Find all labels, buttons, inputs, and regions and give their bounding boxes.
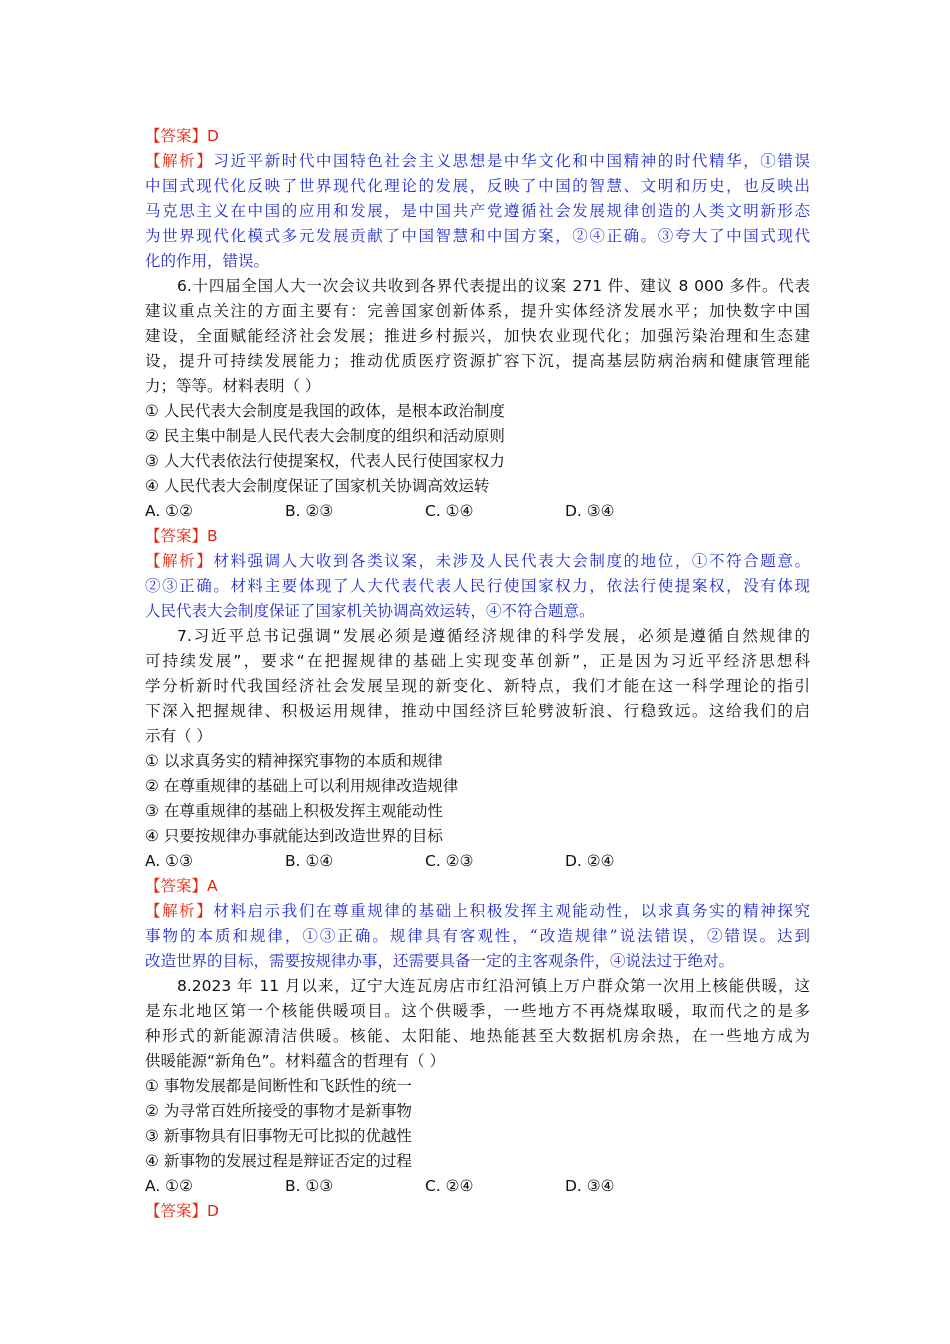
q6-stem-line: 力；等等。材料表明（ ） — [145, 377, 321, 395]
q7-stem-line: 下深入把握规律、积极运用规律，推动中国经济巨轮劈波斩浪、行稳致远。这给我们的启 — [145, 702, 810, 720]
q6-stem-line: 建设，全面赋能经济社会发展；推进乡村振兴，加快农业现代化；加强污染治理和生态建 — [145, 327, 810, 345]
q8-option: ③ 新事物具有旧事物无可比拟的优越性 — [145, 1127, 412, 1145]
q5-answer: 【答案】D — [145, 127, 219, 145]
q8-stem-line: 是东北地区第一个核能供暖项目。这个供暖季，一些地方不再烧煤取暖，取而代之的是多 — [145, 1002, 810, 1020]
q8-option: ① 事物发展都是间断性和飞跃性的统一 — [145, 1077, 412, 1095]
q8-stem-line: 供暖能源“新角色”。材料蕴含的哲理有（ ） — [145, 1052, 445, 1070]
q8-choice-a: A. ①② — [145, 1177, 193, 1195]
q5-analysis-line: 【解析】习近平新时代中国特色社会主义思想是中华文化和中国精神的时代精华，①错误 — [145, 152, 810, 170]
q5-analysis-line: 为世界现代化模式多元发展贡献了中国智慧和中国方案，②④正确。③夸大了中国式现代 — [145, 227, 810, 245]
q7-choice-d: D. ②④ — [565, 852, 615, 870]
q6-option: ③ 人大代表依法行使提案权，代表人民行使国家权力 — [145, 452, 505, 470]
q7-stem-line: 示有（ ） — [145, 727, 212, 745]
q6-stem-line: 6.十四届全国人大一次会议共收到各界代表提出的议案 271 件、建议 8 000 多件。代表 — [177, 277, 810, 295]
q8-answer: 【答案】D — [145, 1202, 219, 1220]
q6-analysis-line: ②③正确。材料主要体现了人大代表代表人民行使国家权力，依法行使提案权，没有体现 — [145, 577, 810, 595]
q7-answer: 【答案】A — [145, 877, 218, 895]
q6-answer: 【答案】B — [145, 527, 218, 545]
q8-stem-line: 种形式的新能源清洁供暖。核能、太阳能、地热能甚至大数据机房余热，在一些地方成为 — [145, 1027, 810, 1045]
q7-choice-a: A. ①③ — [145, 852, 193, 870]
q6-choice-d: D. ③④ — [565, 502, 615, 520]
q5-analysis-line: 马克思主义在中国的应用和发展，是中国共产党遵循社会发展规律创造的人类文明新形态 — [145, 202, 810, 220]
q7-stem-line: 学分析新时代我国经济社会发展呈现的新变化、新特点，我们才能在这一科学理论的指引 — [145, 677, 810, 695]
q5-analysis-line: 中国式现代化反映了世界现代化理论的发展，反映了中国的智慧、文明和历史，也反映出 — [145, 177, 810, 195]
q8-choice-d: D. ③④ — [565, 1177, 615, 1195]
q6-choice-a: A. ①② — [145, 502, 193, 520]
q6-choices — [145, 499, 810, 524]
q8-choice-c: C. ②④ — [425, 1177, 474, 1195]
q7-choices — [145, 849, 810, 874]
q8-choices — [145, 1174, 810, 1199]
q8-option: ② 为寻常百姓所接受的事物才是新事物 — [145, 1102, 412, 1120]
q7-analysis-line: 事物的本质和规律，①③正确。规律具有客观性，“改造规律”说法错误，②错误。达到 — [145, 927, 810, 945]
q7-option: ① 以求真务实的精神探究事物的本质和规律 — [145, 752, 443, 770]
q7-choice-c: C. ②③ — [425, 852, 474, 870]
q7-choice-b: B. ①④ — [285, 852, 334, 870]
q5-analysis-line: 化的作用，错误。 — [145, 252, 270, 270]
q7-analysis-line: 【解析】材料启示我们在尊重规律的基础上积极发挥主观能动性，以求真务实的精神探究 — [145, 902, 810, 920]
q6-choice-c: C. ①④ — [425, 502, 474, 520]
q6-stem-line: 建议重点关注的方面主要有：完善国家创新体系，提升实体经济发展水平；加快数字中国 — [145, 302, 810, 320]
q7-stem-line: 7.习近平总书记强调“发展必须是遵循经济规律的科学发展，必须是遵循自然规律的 — [177, 627, 810, 645]
q6-analysis-line: 人民代表大会制度保证了国家机关协调高效运转，④不符合题意。 — [145, 602, 595, 620]
q6-option: ④ 人民代表大会制度保证了国家机关协调高效运转 — [145, 477, 490, 495]
q7-option: ③ 在尊重规律的基础上积极发挥主观能动性 — [145, 802, 443, 820]
q8-stem-line: 8.2023 年 11 月以来，辽宁大连瓦房店市红沿河镇上万户群众第一次用上核能供暖，这 — [177, 977, 810, 995]
q7-option: ② 在尊重规律的基础上可以利用规律改造规律 — [145, 777, 459, 795]
q7-option: ④ 只要按规律办事就能达到改造世界的目标 — [145, 827, 443, 845]
q6-option: ② 民主集中制是人民代表大会制度的组织和活动原则 — [145, 427, 505, 445]
q6-choice-b: B. ②③ — [285, 502, 334, 520]
q6-option: ① 人民代表大会制度是我国的政体，是根本政治制度 — [145, 402, 505, 420]
document-page — [145, 124, 810, 1224]
q7-analysis-line: 改造世界的目标，需要按规律办事，还需要具备一定的主客观条件，④说法过于绝对。 — [145, 952, 735, 970]
q7-stem-line: 可持续发展”，要求“在把握规律的基础上实现变革创新”，正是因为习近平经济思想科 — [145, 652, 810, 670]
q8-choice-b: B. ①③ — [285, 1177, 334, 1195]
q6-stem-line: 设，提升可持续发展能力；推动优质医疗资源扩容下沉，提高基层防病治病和健康管理能 — [145, 352, 810, 370]
q8-option: ④ 新事物的发展过程是辩证否定的过程 — [145, 1152, 412, 1170]
q6-analysis-line: 【解析】材料强调人大收到各类议案，未涉及人民代表大会制度的地位，①不符合题意。 — [145, 552, 810, 570]
